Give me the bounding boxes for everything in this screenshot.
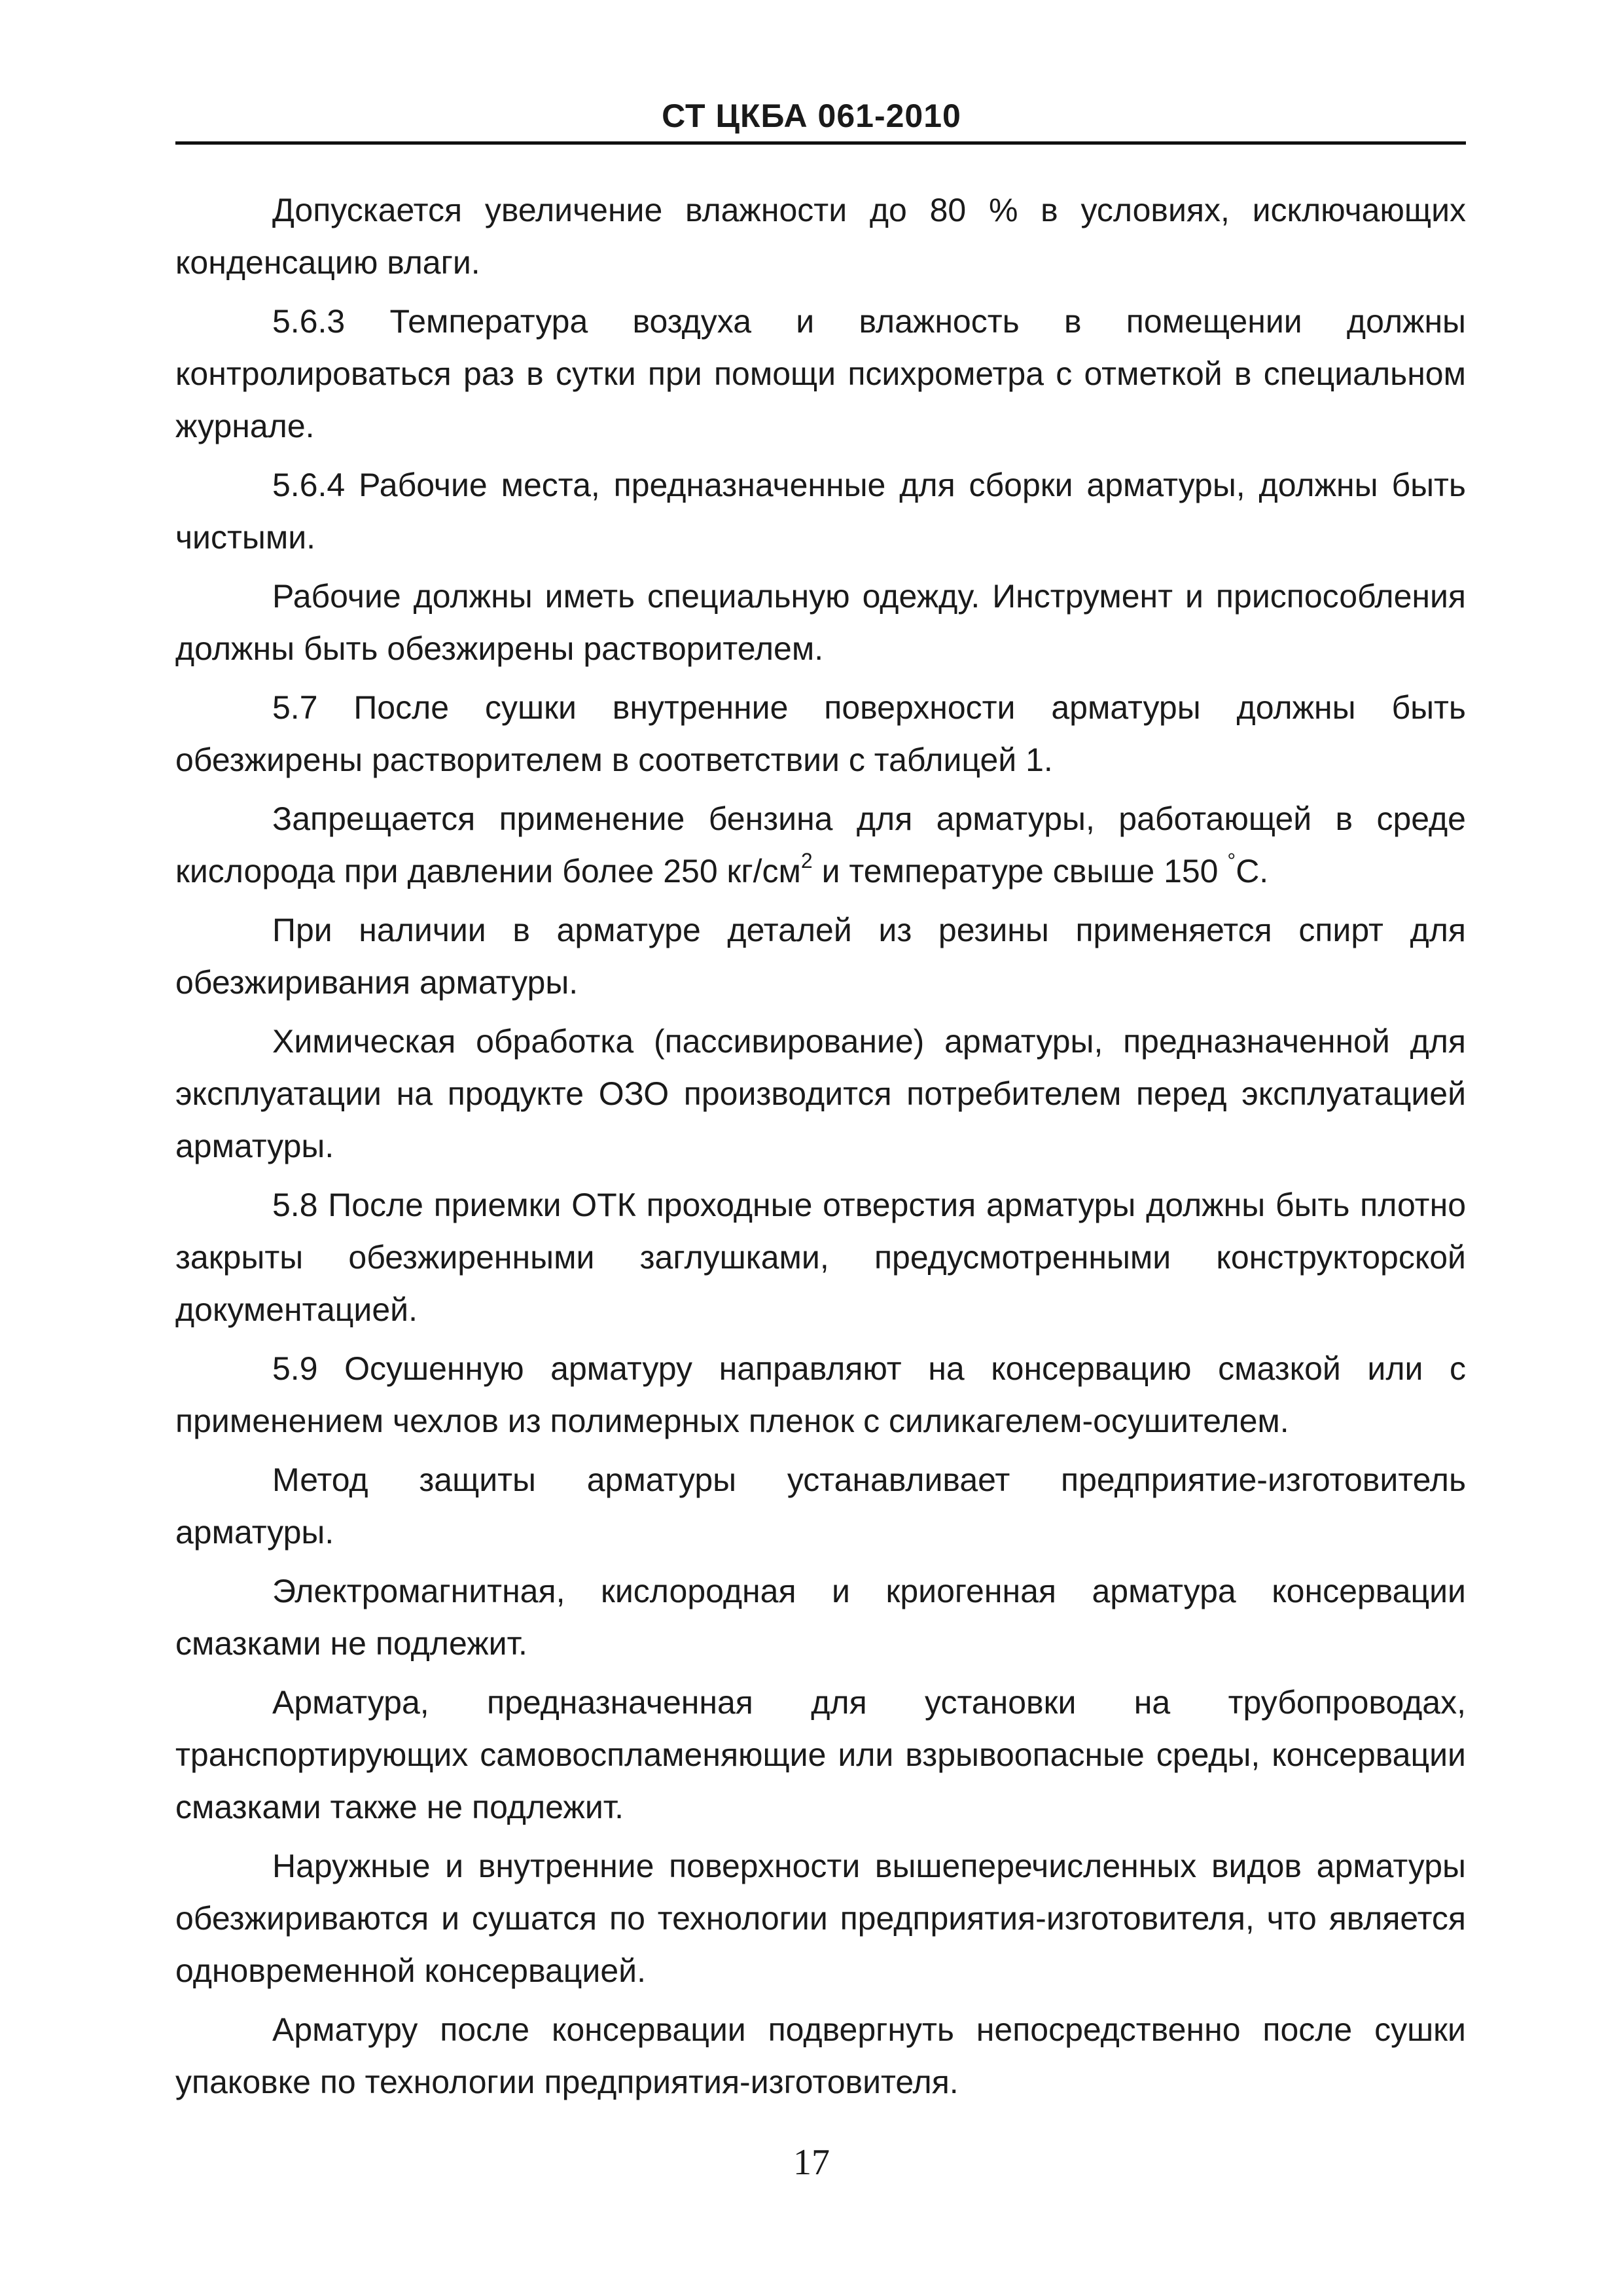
paragraph (175, 793, 1466, 897)
paragraph: 5.6.3 Температура воздуха и влажность в помещении должны контролироваться раз в сутки при помощи психрометра с отметкой в специальном журнале. (175, 303, 1466, 444)
degree-sign: ° (1227, 849, 1236, 872)
paragraph: Электромагнитная, кислородная и криогенная арматура консервации смазками не подлежит. (175, 1573, 1466, 1662)
document-body (175, 184, 1466, 2108)
paragraph: Метод защиты арматуры устанавливает предприятие-изготовитель арматуры. (175, 1462, 1466, 1551)
paragraph: Рабочие должны иметь специальную одежду. Инструмент и приспособления должны быть обезжирены растворителем. (175, 578, 1466, 667)
paragraph-text: Запрещается применение бензина для арматуры, работающей в среде кислорода при давлении более 250 кг/см (175, 800, 1466, 889)
page-number: 17 (793, 2142, 830, 2183)
superscript: 2 (800, 849, 813, 872)
paragraph-text: и температуре свыше 150 (812, 853, 1228, 889)
paragraph: 5.6.4 Рабочие места, предназначенные для сборки арматуры, должны быть чистыми. (175, 467, 1466, 556)
paragraph: При наличии в арматуре деталей из резины применяется спирт для обезжиривания арматуры. (175, 912, 1466, 1001)
header-divider (175, 141, 1466, 145)
paragraph: 5.7 После сушки внутренние поверхности арматуры должны быть обезжирены растворителем в соответствии с таблицей 1. (175, 689, 1466, 778)
paragraph: Наружные и внутренние поверхности вышеперечисленных видов арматуры обезжириваются и сушатся по технологии предприятия-изготовителя, что является одновременной консервацией. (175, 1848, 1466, 1989)
paragraph-text: С. (1236, 853, 1269, 889)
paragraph: Допускается увеличение влажности до 80 % в условиях, исключающих конденсацию влаги. (175, 192, 1466, 281)
paragraph: 5.9 Осушенную арматуру направляют на консервацию смазкой или с применением чехлов из полимерных пленок с силикагелем-осушителем. (175, 1350, 1466, 1439)
document-header: СТ ЦКБА 061-2010 (662, 98, 961, 134)
paragraph: 5.8 После приемки ОТК проходные отверстия арматуры должны быть плотно закрыты обезжиренными заглушками, предусмотренными конструкторской документацией. (175, 1187, 1466, 1328)
paragraph: Арматуру после консервации подвергнуть непосредственно после сушки упаковке по технологии предприятия-изготовителя. (175, 2011, 1466, 2100)
paragraph: Химическая обработка (пассивирование) арматуры, предназначенной для эксплуатации на продукте ОЗО производится потребителем перед эксплуатацией арматуры. (175, 1023, 1466, 1164)
paragraph: Арматура, предназначенная для установки на трубопроводах, транспортирующих самовоспламеняющие или взрывоопасные среды, консервации смазками также не подлежит. (175, 1684, 1466, 1825)
